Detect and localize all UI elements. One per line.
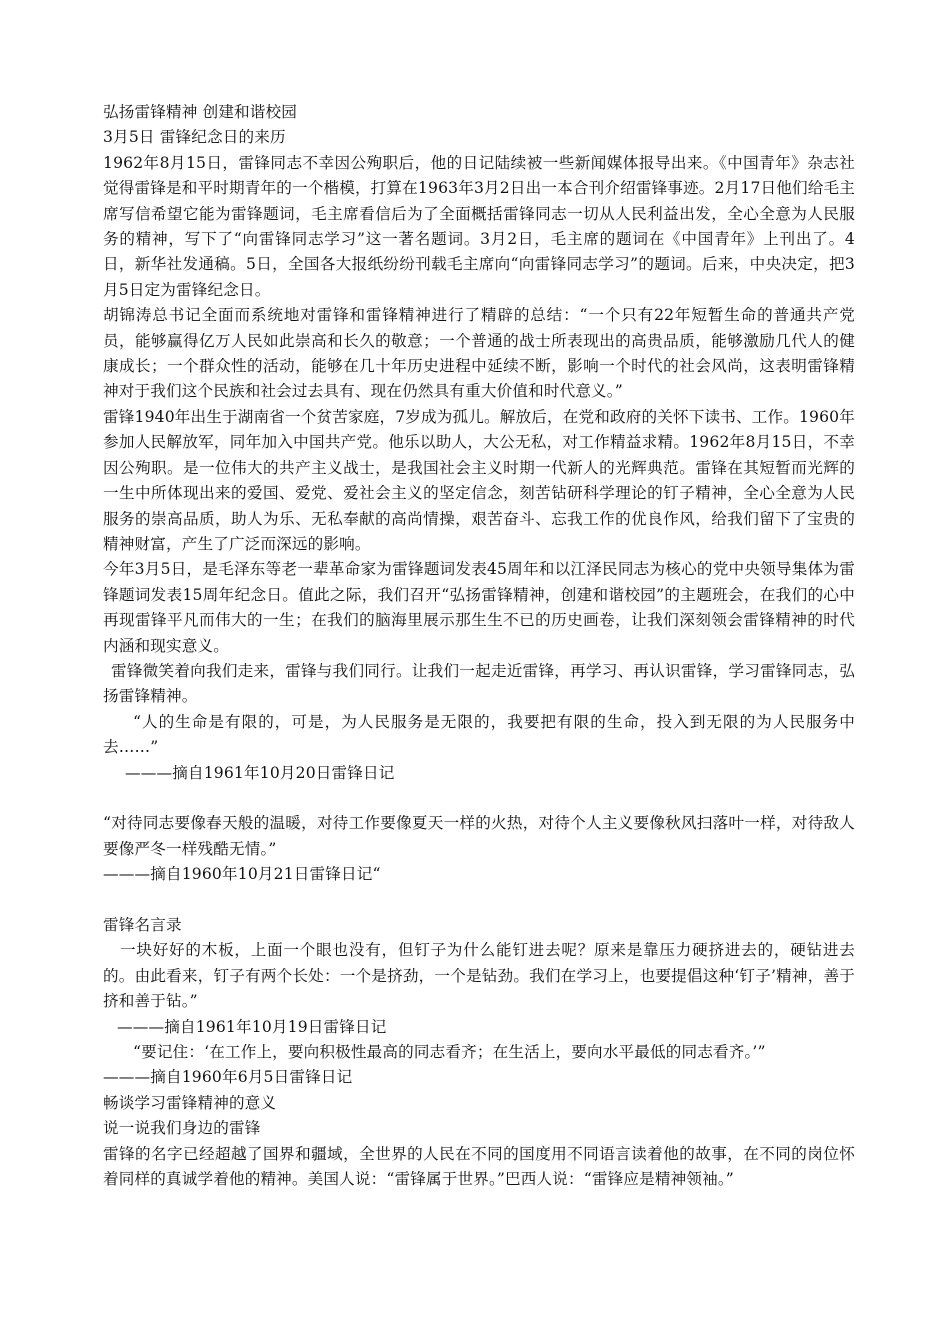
paragraph-invitation: 雷锋微笑着向我们走来，雷锋与我们同行。让我们一起走近雷锋，再学习、再认识雷锋，学习雷锋同志，弘扬雷锋精神。 <box>103 661 855 706</box>
paragraph-anniversary: 今年3月5日，是毛泽东等老一辈革命家为雷锋题词发表45周年和以江泽民同志为核心的党中央领导集体为雷锋题词发表15周年纪念日。值此之际，我们召开“弘扬雷锋精神，创建和谐校园”的主题班会，在我们的心中再现雷锋平凡而伟大的一生；在我们的脑海里展示那生生不已的历史画卷，让我们深刻领会雷锋精神的时代内涵和现实意义。 <box>103 560 855 655</box>
quote-seasons: “对待同志要像春天般的温暖，对待工作要像夏天一样的火热，对待个人主义要像秋风扫落叶一样，对待敌人要像严冬一样残酷无情。” <box>103 814 855 858</box>
quote-nail-spirit: 一块好好的木板，上面一个眼也没有，但钉子为什么能钉进去呢？原来是靠压力硬挤进去的，硬钻进去的。由此看来，钉子有两个长处：一个是挤劲，一个是钻劲。我们在学习上，也要提倡这种‘钉子’精神，善于挤和善于钻。” <box>103 941 855 1011</box>
paragraph-summary-quote: 胡锦涛总书记全面而系统地对雷锋和雷锋精神进行了精辟的总结：“一个只有22年短暂生命的普通共产党员，能够赢得亿万人民如此崇高和长久的敬意；一个普通的战士所表现出的高贵品质，能够激励几代人的健康成长；一个群众性的活动，能够在几十年历史进程中延续不断，影响一个时代的社会风尚，这表明雷锋精神对于我们这个民族和社会过去具有、现在仍然具有重大价值和时代意义。” <box>103 306 855 401</box>
section-heading-significance: 畅谈学习雷锋精神的意义 <box>103 1093 277 1112</box>
section-heading-origin: 3月5日 雷锋纪念日的来历 <box>103 128 286 147</box>
blank-line <box>103 786 855 811</box>
quote-nail-spirit-source: ———摘自1961年10月19日雷锋日记 <box>117 1017 387 1036</box>
document-body <box>103 100 855 1192</box>
document-title: 弘扬雷锋精神 创建和谐校园 <box>103 103 298 121</box>
section-heading-quotes: 雷锋名言录 <box>103 915 182 934</box>
quote-seasons-source: ———摘自1960年10月21日雷锋日记“ <box>103 865 381 884</box>
paragraph-biography: 雷锋1940年出生于湖南省一个贫苦家庭，7岁成为孤儿。解放后，在党和政府的关怀下读书、工作。1960年参加人民解放军，同年加入中国共产党。他乐以助人，大公无私，对工作精益求精。1962年8月15日，不幸因公殉职。是一位伟大的共产主义战士，是我国社会主义时期一代新人的光辉典范。雷锋在其短暂而光辉的一生中所体现出来的爱国、爱党、爱社会主义的坚定信念，刻苦钻研科学理论的钉子精神，全心全意为人民服务的崇高品质，助人为乐、无私奉献的高尚情操，艰苦奋斗、忘我工作的优良作风，给我们留下了宝贵的精神财富，产生了广泛而深远的影响。 <box>103 407 855 553</box>
quote-life: “人的生命是有限的，可是，为人民服务是无限的，我要把有限的生命，投入到无限的为人民服务中去……” <box>103 712 855 757</box>
paragraph-history: 1962年8月15日，雷锋同志不幸因公殉职后，他的日记陆续被一些新闻媒体报导出来。《中国青年》杂志社觉得雷锋是和平时期青年的一个楷模，打算在1963年3月2日出一本合刊介绍雷锋事迹。2月17日他们给毛主席写信希望它能为雷锋题词，毛主席看信后为了全面概括雷锋同志一切从人民利益出发，全心全意为人民服务的精神，写下了“向雷锋同志学习”这一著名题词。3月2日，毛主席的题词在《中国青年》上刊出了。4日，新华社发通稿。5日，全国各大报纸纷纷刊载毛主席向“向雷锋同志学习”的题词。后来，中央决定，把3月5日定为雷锋纪念日。 <box>103 153 855 299</box>
blank-line <box>103 888 855 913</box>
quote-remember-source: ———摘自1960年6月5日雷锋日记 <box>103 1068 353 1087</box>
paragraph-world: 雷锋的名字已经超越了国界和疆域，全世界的人民在不同的国度用不同语言读着他的故事，在不同的岗位怀着同样的真诚学着他的精神。美国人说：“雷锋属于世界。”巴西人说：“雷锋应是精神领袖。” <box>103 1144 855 1189</box>
quote-remember: “要记住：‘在工作上，要向积极性最高的同志看齐；在生活上，要向水平最低的同志看齐。’” <box>133 1043 766 1061</box>
quote-life-source: ———摘自1961年10月20日雷锋日记 <box>125 763 395 782</box>
section-heading-around-us: 说一说我们身边的雷锋 <box>103 1119 261 1138</box>
